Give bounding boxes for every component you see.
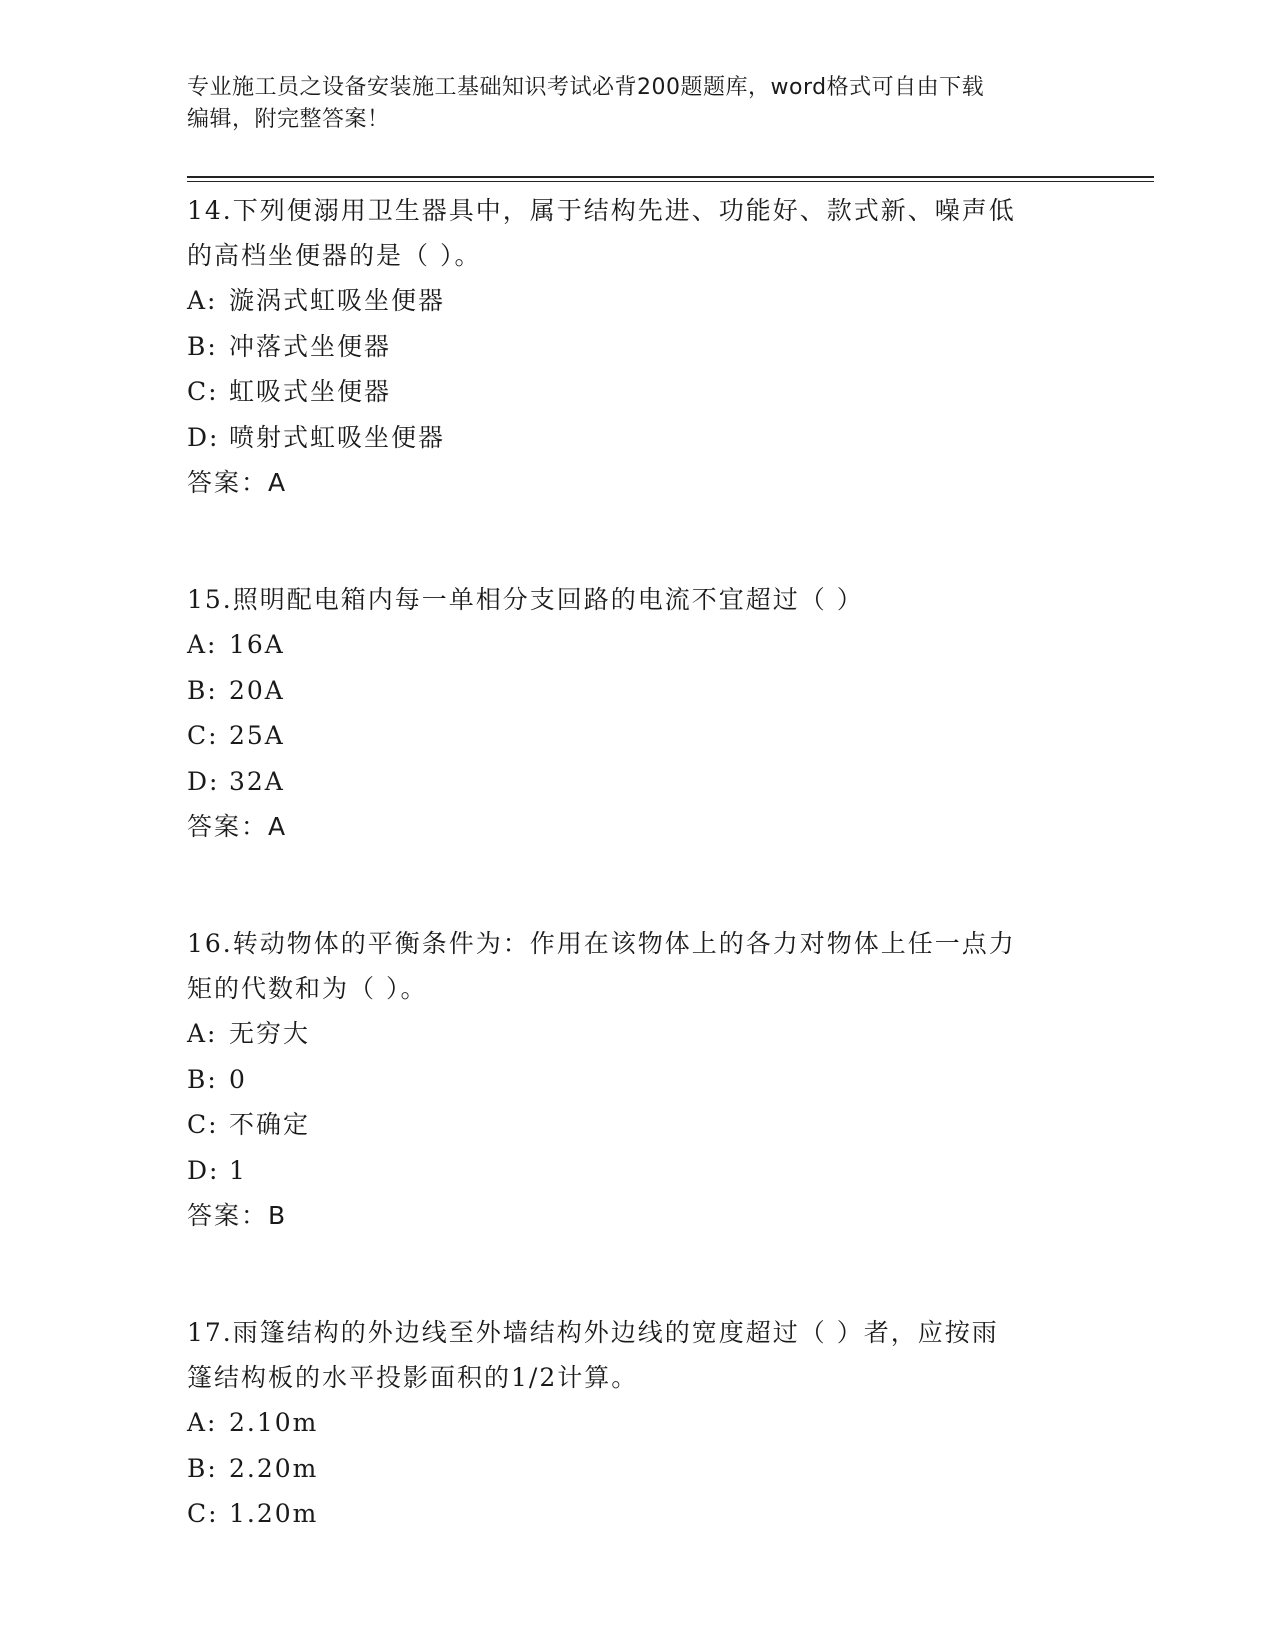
option-text: 虹吸式坐便器: [229, 377, 392, 406]
question-text-continued: 篷结构板的水平投影面积的1/2计算。: [187, 1363, 639, 1392]
option-text: 32A: [229, 766, 285, 796]
option-label: C:: [187, 1110, 219, 1139]
question-14: [187, 188, 1087, 505]
option-label: A:: [187, 1408, 218, 1437]
option-text: 2.10m: [229, 1408, 319, 1437]
answer-line: 答案：B: [187, 1201, 288, 1230]
option-label: B:: [187, 1453, 218, 1483]
option-label: D:: [187, 1155, 220, 1185]
option-c: [187, 369, 1087, 415]
question-text: 15.照明配电箱内每一单相分支回路的电流不宜超过（ ）: [187, 585, 864, 614]
option-label: A:: [187, 1019, 218, 1048]
option-a: [187, 1011, 1087, 1057]
question-15: [187, 577, 1087, 849]
question-text: 16.转动物体的平衡条件为：作用在该物体上的各力对物体上任一点力: [187, 929, 1016, 958]
option-a: [187, 1400, 1087, 1446]
option-text: 1: [229, 1155, 247, 1185]
option-a: [187, 278, 1087, 324]
question-text-continued: 的高档坐便器的是（ ）。: [187, 241, 482, 270]
option-text: 不确定: [229, 1110, 311, 1139]
option-text: 1.20m: [229, 1499, 319, 1528]
option-c: [187, 1491, 1087, 1537]
option-b: [187, 668, 1087, 714]
option-a: [187, 622, 1087, 668]
answer-line: 答案：A: [187, 468, 288, 497]
option-text: 冲落式坐便器: [229, 331, 392, 361]
option-label: A:: [187, 630, 218, 659]
option-d: [187, 1148, 1087, 1194]
header-title-line2: 编辑，附完整答案！: [187, 107, 390, 132]
option-text: 0: [229, 1064, 247, 1094]
question-16: [187, 921, 1087, 1238]
option-label: B:: [187, 331, 218, 361]
option-c: [187, 713, 1087, 759]
answer-line: 答案：A: [187, 812, 288, 841]
option-label: C:: [187, 721, 219, 750]
question-text: 14.下列便溺用卫生器具中，属于结构先进、功能好、款式新、噪声低: [187, 196, 1016, 225]
option-text: 喷射式虹吸坐便器: [229, 422, 446, 452]
option-b: [187, 1057, 1087, 1103]
option-text: 无穷大: [229, 1019, 311, 1048]
option-text: 16A: [229, 630, 285, 659]
option-text: 漩涡式虹吸坐便器: [229, 286, 446, 315]
option-b: [187, 1446, 1087, 1492]
option-label: B:: [187, 675, 218, 705]
option-label: D:: [187, 422, 220, 452]
option-label: A:: [187, 286, 218, 315]
question-17: [187, 1310, 1087, 1537]
option-d: [187, 415, 1087, 461]
option-label: D:: [187, 766, 220, 796]
option-d: [187, 759, 1087, 805]
option-c: [187, 1102, 1087, 1148]
option-text: 25A: [229, 721, 285, 750]
question-text: 17.雨篷结构的外边线至外墙结构外边线的宽度超过（ ）者，应按雨: [187, 1318, 999, 1347]
option-label: C:: [187, 1499, 219, 1528]
document-header: [187, 72, 1077, 136]
header-divider-thick: [187, 176, 1154, 178]
option-text: 20A: [229, 675, 285, 705]
question-text-continued: 矩的代数和为（ ）。: [187, 974, 428, 1003]
option-label: B:: [187, 1064, 218, 1094]
option-text: 2.20m: [229, 1453, 319, 1483]
header-divider-thin: [187, 181, 1154, 182]
header-title-line1: 专业施工员之设备安装施工基础知识考试必背200题题库，word格式可自由下载: [187, 75, 985, 100]
question-list: [187, 188, 1087, 1609]
option-b: [187, 324, 1087, 370]
option-label: C:: [187, 377, 219, 406]
